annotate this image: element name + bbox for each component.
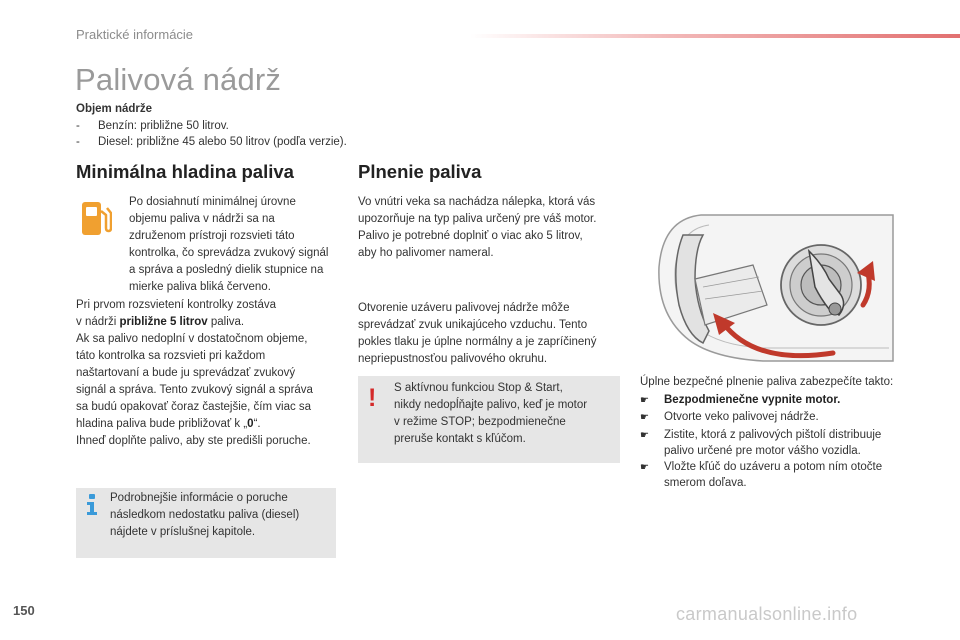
fuel-pump-icon (80, 199, 112, 237)
min-level-body-emphasis: približne 5 litrov (119, 316, 208, 328)
refuel-step (640, 409, 920, 425)
header-divider (470, 34, 960, 38)
info-icon (86, 494, 98, 516)
refuel-step (640, 427, 920, 459)
min-level-intro: Po dosiahnutí minimálnej úrovne objemu paliva v nádrži sa na združenom prístroji rozsvieti táto kontrolka, čo sprevádza zvukový signál a správa a posledný dielik stupnice na mierke paliva bliká červeno. (129, 196, 329, 293)
info-note-text: Podrobnejšie informácie o poruche následkom nedostatku paliva (diesel) nájdete v príslušnej kapitole. (110, 492, 300, 538)
min-level-body-text: Pri prvom rozsvietení kontrolky zostáva v nádrži (76, 299, 277, 328)
tank-capacity-item-petrol (76, 119, 376, 134)
dash-marker: - (76, 136, 80, 148)
page-title: Palivová nádrž (75, 62, 282, 97)
cap-opening-text: Otvorenie uzáveru palivovej nádrže môže sprevádzať zvuk unikajúceho vzduchu. Tento pokles tlaku je úplne normálny a je zapríčinený nepriepustnosťou palivového okruhu. (358, 302, 597, 365)
exclamation-icon: ! (368, 384, 377, 412)
dash-marker: - (76, 120, 80, 132)
tank-capacity-heading: Objem nádrže (76, 103, 153, 115)
tank-capacity-text: Benzín: približne 50 litrov. (98, 120, 229, 132)
min-level-body-text: paliva. Ak sa palivo nedoplní v dostatočnom objeme, táto kontrolka sa rozsvieti pri každom naštartovaní a bude ju sprevádzať zvukový signál a správa. Tento zvukový signál a správa sa budú opakovať čoraz častejšie, čím viac sa hladina paliva bude približovať k „ (76, 316, 313, 430)
pointing-hand-icon: ☛ (640, 412, 649, 423)
pointing-hand-icon: ☛ (640, 430, 649, 441)
refuel-step (640, 459, 920, 491)
section-header: Praktické informácie (76, 27, 194, 42)
refuel-step (640, 392, 920, 408)
pointing-hand-icon: ☛ (640, 395, 649, 406)
refuel-step-text: Otvorte veko palivovej nádrže. (664, 411, 819, 423)
filling-intro: Vo vnútri veka sa nachádza nálepka, ktorá vás upozorňuje na typ paliva určený pre váš motor. Palivo je potrebné doplniť o viac ako 5 litrov, aby ho palivomer nameral. (358, 196, 597, 259)
fuel-cap-illustration (643, 205, 903, 370)
min-level-body (76, 297, 338, 450)
page-number: 150 (13, 603, 35, 618)
watermark: carmanualsonline.info (676, 604, 858, 624)
tank-capacity-item-diesel (76, 135, 406, 150)
min-level-heading: Minimálna hladina paliva (76, 161, 294, 182)
filling-heading: Plnenie paliva (358, 161, 482, 182)
refuel-intro: Úplne bezpečné plnenie paliva zabezpečíte takto: (640, 376, 894, 388)
warning-note-text: S aktívnou funkciou Stop & Start, nikdy nedopĺňajte palivo, keď je motor v režime STOP; bezpodmienečne preruše kontakt s kľúčom. (394, 382, 588, 445)
refuel-step-text: Vložte kľúč do uzáveru a potom ním otočte smerom doľava. (664, 461, 883, 489)
refuel-step-text: Zistite, ktorá z palivových pištolí distribuuje palivo určené pre motor vášho vozidla. (664, 429, 882, 457)
pointing-hand-icon: ☛ (640, 462, 649, 473)
tank-capacity-text: Diesel: približne 45 alebo 50 litrov (podľa verzie). (98, 136, 347, 148)
min-level-body-text: “. Ihneď doplňte palivo, aby ste predišli poruche. (76, 418, 311, 447)
min-level-body-zero: 0 (247, 418, 254, 430)
refuel-step-text: Bezpodmienečne vypnite motor. (664, 394, 841, 406)
